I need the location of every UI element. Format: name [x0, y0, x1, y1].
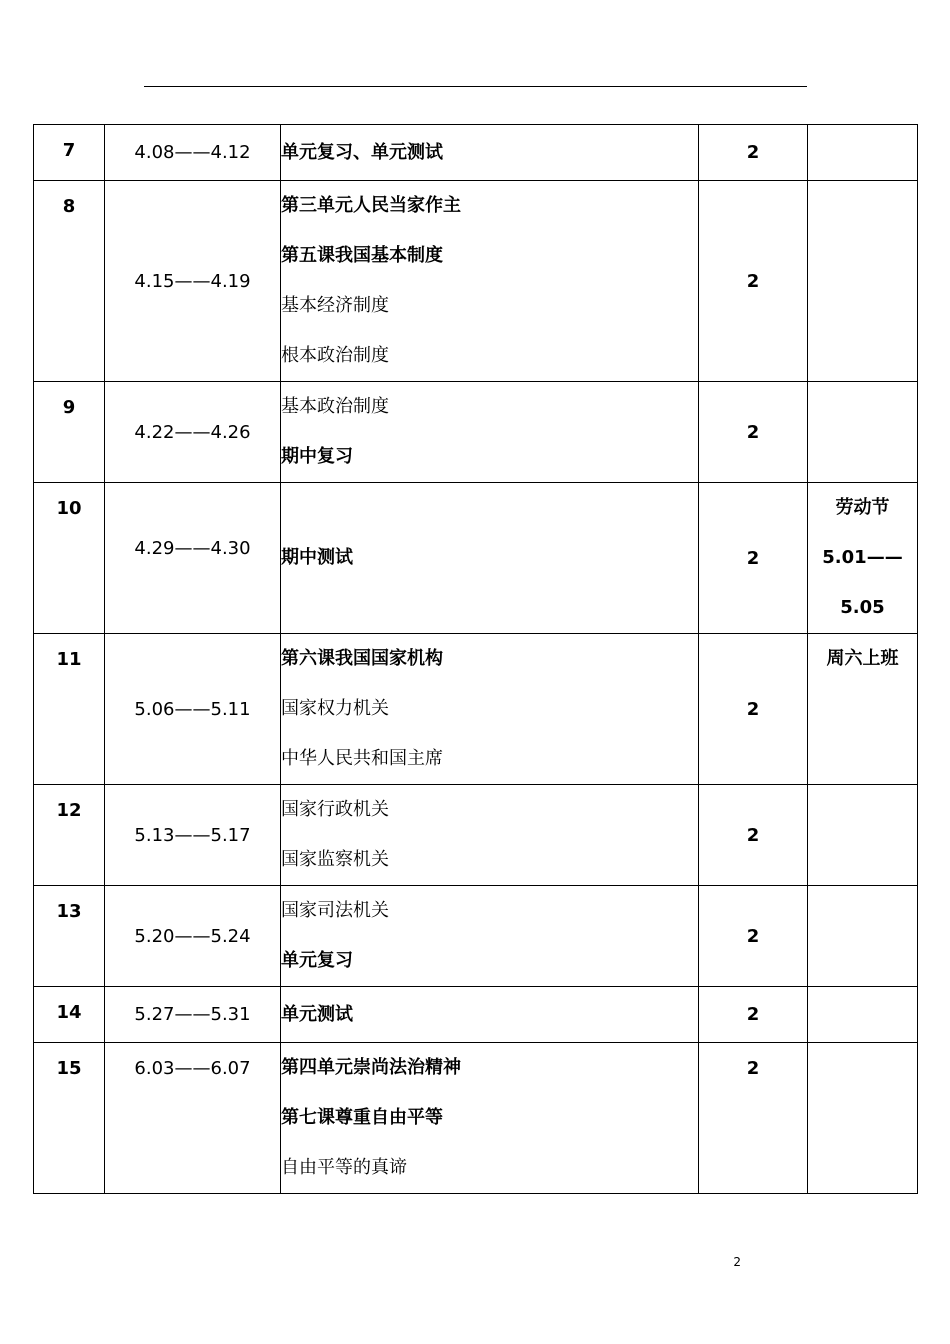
lesson-content	[281, 382, 699, 483]
week-number: 10	[34, 483, 105, 634]
remark	[808, 181, 918, 382]
remark	[808, 1043, 918, 1194]
lesson-line: 第六课我国国家机构	[281, 648, 443, 669]
lesson-line: 国家行政机关	[281, 799, 389, 820]
lesson-line: 期中复习	[281, 446, 353, 467]
week-number: 8	[34, 181, 105, 382]
remark	[808, 382, 918, 483]
lesson-content	[281, 125, 699, 181]
lesson-content	[281, 483, 699, 634]
lesson-line: 国家权力机关	[281, 698, 389, 719]
week-number: 11	[34, 634, 105, 785]
date-range: 5.13——5.17	[105, 785, 281, 886]
lesson-line: 单元复习、单元测试	[281, 141, 443, 163]
lesson-line: 第四单元崇尚法治精神	[281, 1057, 461, 1078]
class-hours: 2	[699, 125, 808, 181]
week-number: 12	[34, 785, 105, 886]
date-range: 6.03——6.07	[105, 1043, 281, 1194]
header-rule	[144, 86, 807, 87]
remark	[808, 483, 918, 634]
class-hours: 2	[699, 987, 808, 1043]
date-range: 5.06——5.11	[105, 634, 281, 785]
remark	[808, 125, 918, 181]
class-hours: 2	[699, 1043, 808, 1194]
date-range: 5.27——5.31	[105, 987, 281, 1043]
table-row	[34, 483, 918, 634]
lesson-line: 基本政治制度	[281, 396, 389, 417]
lesson-line: 中华人民共和国主席	[281, 748, 443, 769]
lesson-content	[281, 181, 699, 382]
lesson-line: 单元复习	[281, 950, 353, 971]
class-hours: 2	[699, 634, 808, 785]
remark	[808, 886, 918, 987]
date-range: 5.20——5.24	[105, 886, 281, 987]
lesson-line: 国家司法机关	[281, 900, 389, 921]
lesson-content	[281, 1043, 699, 1194]
holiday-note: 劳动节	[835, 497, 890, 518]
remark	[808, 987, 918, 1043]
date-range: 4.08——4.12	[105, 125, 281, 181]
schedule-table	[33, 124, 918, 1194]
lesson-content	[281, 785, 699, 886]
table-row	[34, 1043, 918, 1194]
date-range: 4.15——4.19	[105, 181, 281, 382]
table-row	[34, 181, 918, 382]
lesson-line: 国家监察机关	[281, 849, 389, 870]
week-number: 14	[34, 987, 105, 1043]
lesson-line: 第三单元人民当家作主	[281, 195, 461, 216]
week-number: 15	[34, 1043, 105, 1194]
lesson-line: 自由平等的真谛	[281, 1157, 407, 1178]
class-hours: 2	[699, 785, 808, 886]
lesson-content	[281, 886, 699, 987]
week-number: 9	[34, 382, 105, 483]
remark	[808, 634, 918, 785]
class-hours: 2	[699, 886, 808, 987]
page-number: 2	[733, 1255, 741, 1269]
class-hours: 2	[699, 181, 808, 382]
week-number: 7	[34, 125, 105, 181]
holiday-note: 5.05	[840, 597, 885, 618]
lesson-line: 第五课我国基本制度	[281, 245, 443, 266]
table-row	[34, 886, 918, 987]
remark	[808, 785, 918, 886]
lesson-line: 基本经济制度	[281, 295, 389, 316]
lesson-line: 根本政治制度	[281, 345, 389, 366]
holiday-note: 5.01——	[822, 547, 903, 568]
lesson-line: 单元测试	[281, 1003, 353, 1025]
workday-note: 周六上班	[826, 648, 899, 669]
class-hours: 2	[699, 483, 808, 634]
table-row	[34, 382, 918, 483]
lesson-line: 期中测试	[281, 547, 353, 568]
lesson-content	[281, 634, 699, 785]
week-number: 13	[34, 886, 105, 987]
table-row	[34, 125, 918, 181]
lesson-line: 第七课尊重自由平等	[281, 1107, 443, 1128]
lesson-content	[281, 987, 699, 1043]
class-hours: 2	[699, 382, 808, 483]
table-row	[34, 634, 918, 785]
date-range: 4.22——4.26	[105, 382, 281, 483]
date-range: 4.29——4.30	[105, 483, 281, 634]
table-row	[34, 785, 918, 886]
table-row	[34, 987, 918, 1043]
